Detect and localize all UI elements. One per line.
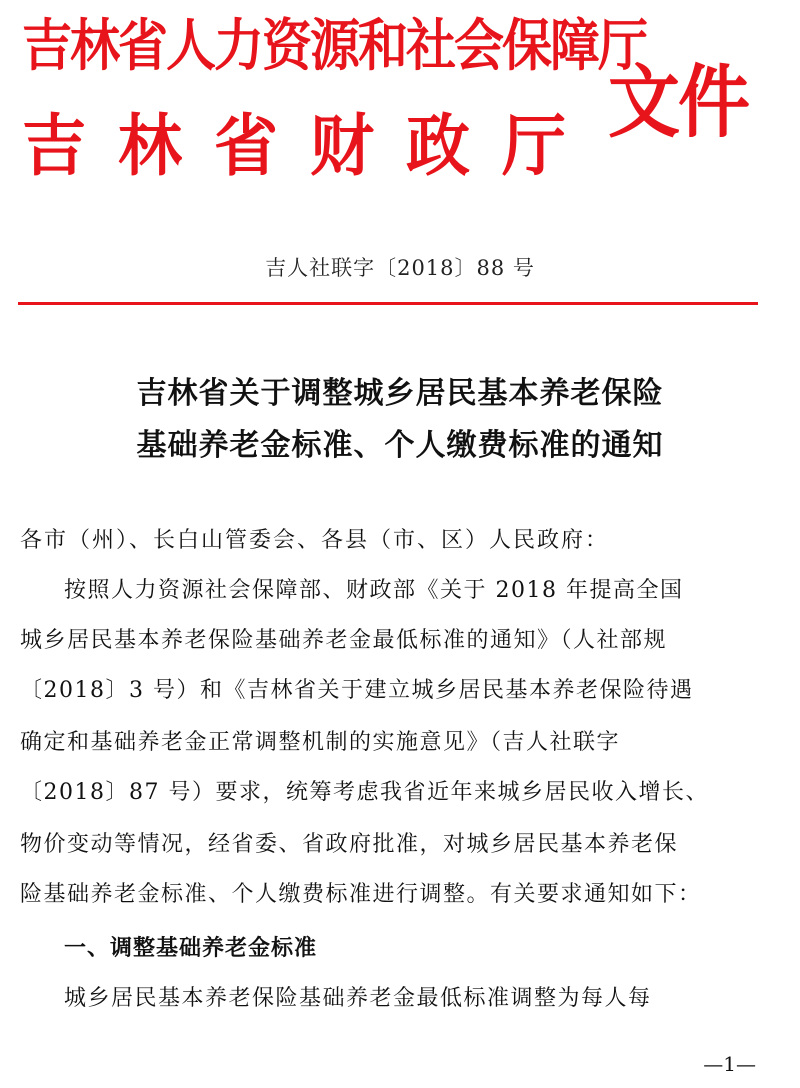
document-number: 吉人社联字〔2018〕88 号 [265,256,535,280]
paragraph-line: 物价变动等情况，经省委、省政府批准，对城乡居民基本养老保 [20,832,679,857]
issuer-name-finance: 吉林省财政厅 [22,106,598,186]
salutation: 各市（州）、长白山管委会、各县（市、区）人民政府： [20,528,610,553]
section-heading: 一、调整基础养老金标准 [64,936,318,961]
paragraph-line: 按照人力资源社会保障部、财政部《关于 2018 年提高全国 [64,578,684,603]
paragraph-line: 〔2018〕3 号）和《吉林省关于建立城乡居民基本养老保险待遇 [20,678,694,703]
notice-title-line2: 基础养老金标准、个人缴费标准的通知 [136,428,664,463]
document-label: 文件 [608,54,749,149]
section-text: 城乡居民基本养老保险基础养老金最低标准调整为每人每 [64,986,652,1011]
paragraph-line: 城乡居民基本养老保险基础养老金最低标准的通知》（人社部规 [20,628,668,653]
paragraph-line: 确定和基础养老金正常调整机制的实施意见》（吉人社联字 [20,730,621,755]
paragraph-line: 险基础养老金标准、个人缴费标准进行调整。有关要求通知如下： [20,882,702,907]
paragraph-line: 〔2018〕87 号）要求，统筹考虑我省近年来城乡居民收入增长、 [20,780,709,805]
notice-title-line1: 吉林省关于调整城乡居民基本养老保险 [136,376,664,411]
page-number: —1— [703,1052,756,1076]
red-divider [18,302,758,305]
issuer-name-hrss: 吉林省人力资源和社会保障厅 [22,12,646,79]
